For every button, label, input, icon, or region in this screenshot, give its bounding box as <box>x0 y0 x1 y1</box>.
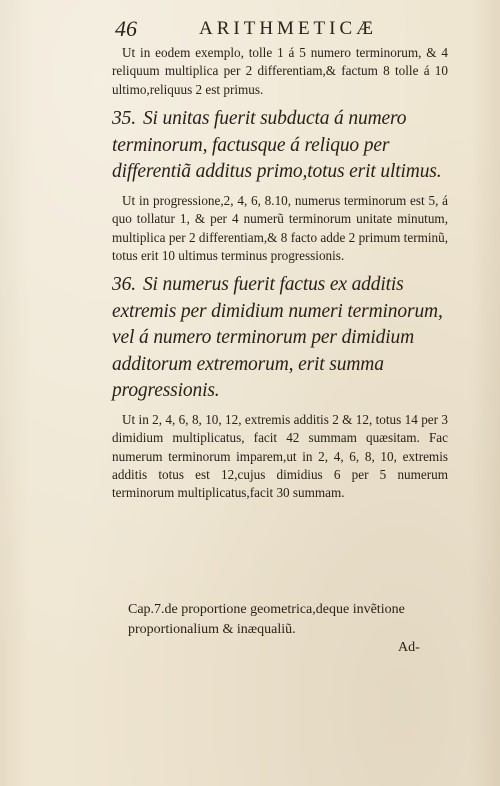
rule-35 <box>112 106 448 186</box>
rule-36 <box>112 272 448 405</box>
page-number: 46 <box>115 16 137 41</box>
rule-text: Si numerus fuerit factus ex additis extremis per dimidium numeri terminorum, vel á numero terminorum per dimidium additorum extremorum, erit summa progressionis. <box>112 274 443 402</box>
rule-number: 35. <box>112 108 136 130</box>
catchword: Ad- <box>398 640 420 655</box>
chapter-note: Cap.7.de proportione geometrica,deque invẽtione proportionalium & inæqualiũ. <box>128 602 405 637</box>
page-header <box>115 16 475 40</box>
paragraph-example-35: Ut in progressione,2, 4, 6, 8.10, numerus terminorum est 5, á quo tollatur 1, & per 4 numerũ terminorum unitate minutum, multiplica per 2 differentiam,& 8 facto adde 2 primum terminũ, totus erit 10 ultimus terminus progressionis. <box>112 192 448 263</box>
paragraph-example-continued: Ut in eodem exemplo, tolle 1 á 5 numero terminorum, & 4 reliquum multiplica per 2 differentiam,& factum 8 tolle á 10 ultimo,reliquus 2 est primus. <box>112 45 448 97</box>
rule-number: 36. <box>112 274 136 296</box>
paragraph-example-36: Ut in 2, 4, 6, 8, 10, 12, extremis additis 2 & 12, totus 14 per 3 dimidium multiplicatus, facit 42 summam quæsitam. Fac numerum terminorum imparem,ut in 2, 4, 6, 8, 10, extremis additis totus est 12,cujus dimidius 6 per 5 numerum terminorum multiplicatus,facit 30 summam. <box>112 411 448 501</box>
running-head: ARITHMETICÆ <box>199 18 378 39</box>
rule-text: Si unitas fuerit subducta á numero terminorum, factusque á reliquo per differentiã additus primo,totus erit ultimus. <box>112 108 442 183</box>
main-text-block <box>112 44 448 503</box>
